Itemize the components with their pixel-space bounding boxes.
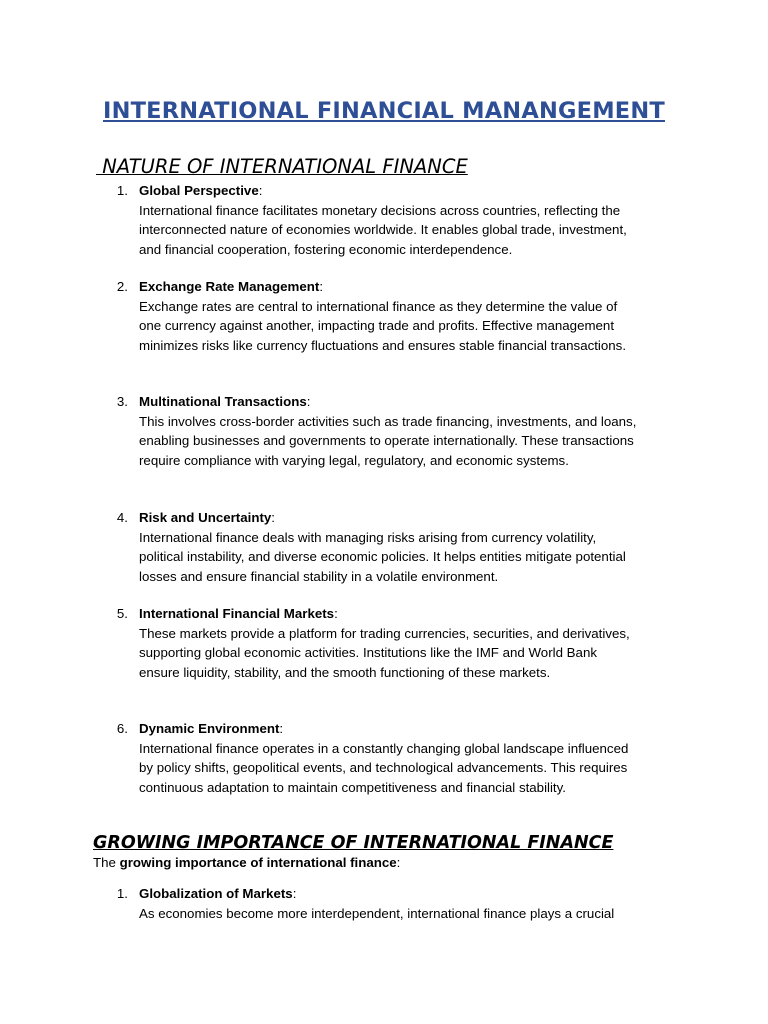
- list-item-description: [139, 624, 679, 682]
- list-number: 3.: [116, 394, 128, 409]
- label-colon: :: [334, 606, 338, 621]
- description-line: continuous adaptation to maintain competitiveness and financial stability.: [139, 779, 566, 795]
- section-heading-nature: NATURE OF INTERNATIONAL FINANCE: [96, 155, 468, 178]
- description-line: one currency against another, impacting trade and profits. Effective management: [139, 318, 615, 334]
- description-line: losses and ensure financial stability in a volatile environment.: [139, 568, 499, 584]
- description-line: and financial cooperation, fostering economic interdependence.: [139, 241, 513, 257]
- list-item-label: [139, 884, 296, 903]
- list-item-title: Global Perspective: [139, 183, 259, 198]
- description-line: As economies become more interdependent, international finance plays a crucial: [139, 906, 615, 921]
- list-number: 2.: [116, 279, 128, 294]
- label-colon: :: [258, 183, 263, 198]
- intro-prefix: The: [93, 855, 120, 870]
- description-line: These markets provide a platform for trading currencies, securities, and derivatives,: [139, 626, 630, 641]
- list-item-label: [139, 277, 323, 296]
- description-line: by policy shifts, geopolitical events, and technological advancements. This requires: [139, 760, 628, 776]
- list-item-description: [139, 412, 679, 470]
- description-line: International finance deals with managing risks arising from currency volatility,: [139, 530, 597, 545]
- description-line: political instability, and diverse economic policies. It helps entities mitigate potential: [139, 549, 626, 565]
- list-item-title: Dynamic Environment: [139, 721, 280, 736]
- list-item-title: Risk and Uncertainty: [139, 510, 272, 525]
- description-line: enabling businesses and governments to operate internationally. These transactions: [139, 433, 634, 449]
- list-item-description: [139, 904, 679, 923]
- section-heading-growing-importance: GROWING IMPORTANCE OF INTERNATIONAL FINANCE: [93, 833, 614, 853]
- list-item-description: [139, 297, 679, 355]
- description-line: This involves cross-border activities such as trade financing, investments, and loans,: [139, 414, 637, 429]
- label-colon: :: [279, 721, 284, 736]
- list-number: 1.: [116, 183, 128, 198]
- list-item-description: [139, 528, 679, 586]
- list-item-description: [139, 201, 679, 259]
- list-item-title: Multinational Transactions: [139, 394, 307, 409]
- list-item-title: Globalization of Markets: [139, 886, 293, 901]
- description-line: International finance facilitates monetary decisions across countries, reflecting the: [139, 203, 621, 218]
- list-item-label: [139, 719, 283, 738]
- list-item-label: [139, 508, 275, 527]
- description-line: supporting global economic activities. Institutions like the IMF and World Bank: [139, 645, 597, 661]
- label-colon: :: [292, 886, 297, 901]
- description-line: ensure liquidity, stability, and the smooth functioning of these markets.: [139, 664, 551, 680]
- list-item-label: [139, 392, 310, 411]
- description-line: interconnected nature of economies worldwide. It enables global trade, investment,: [139, 222, 627, 238]
- list-item-label: [139, 181, 262, 200]
- description-line: require compliance with varying legal, regulatory, and economic systems.: [139, 452, 569, 468]
- list-number: 5.: [116, 606, 128, 621]
- intro-bold: growing importance of international finance: [119, 855, 397, 870]
- label-colon: :: [271, 510, 275, 525]
- list-item-description: [139, 739, 679, 797]
- document-title: INTERNATIONAL FINANCIAL MANANGEMENT: [103, 98, 665, 124]
- list-number: 1.: [116, 886, 128, 901]
- description-line: International finance operates in a constantly changing global landscape influenced: [139, 741, 629, 756]
- list-item-label: [139, 604, 338, 623]
- list-item-title: International Financial Markets: [139, 606, 335, 621]
- description-line: Exchange rates are central to international finance as they determine the value of: [139, 299, 618, 314]
- list-number: 4.: [116, 510, 128, 525]
- list-number: 6.: [116, 721, 128, 736]
- label-colon: :: [306, 394, 311, 409]
- list-item-title: Exchange Rate Management: [139, 279, 320, 294]
- intro-suffix: :: [396, 855, 401, 870]
- description-line: minimizes risks like currency fluctuations and ensures stable financial transactions.: [139, 337, 627, 353]
- label-colon: :: [319, 279, 324, 294]
- section-intro: [93, 855, 400, 870]
